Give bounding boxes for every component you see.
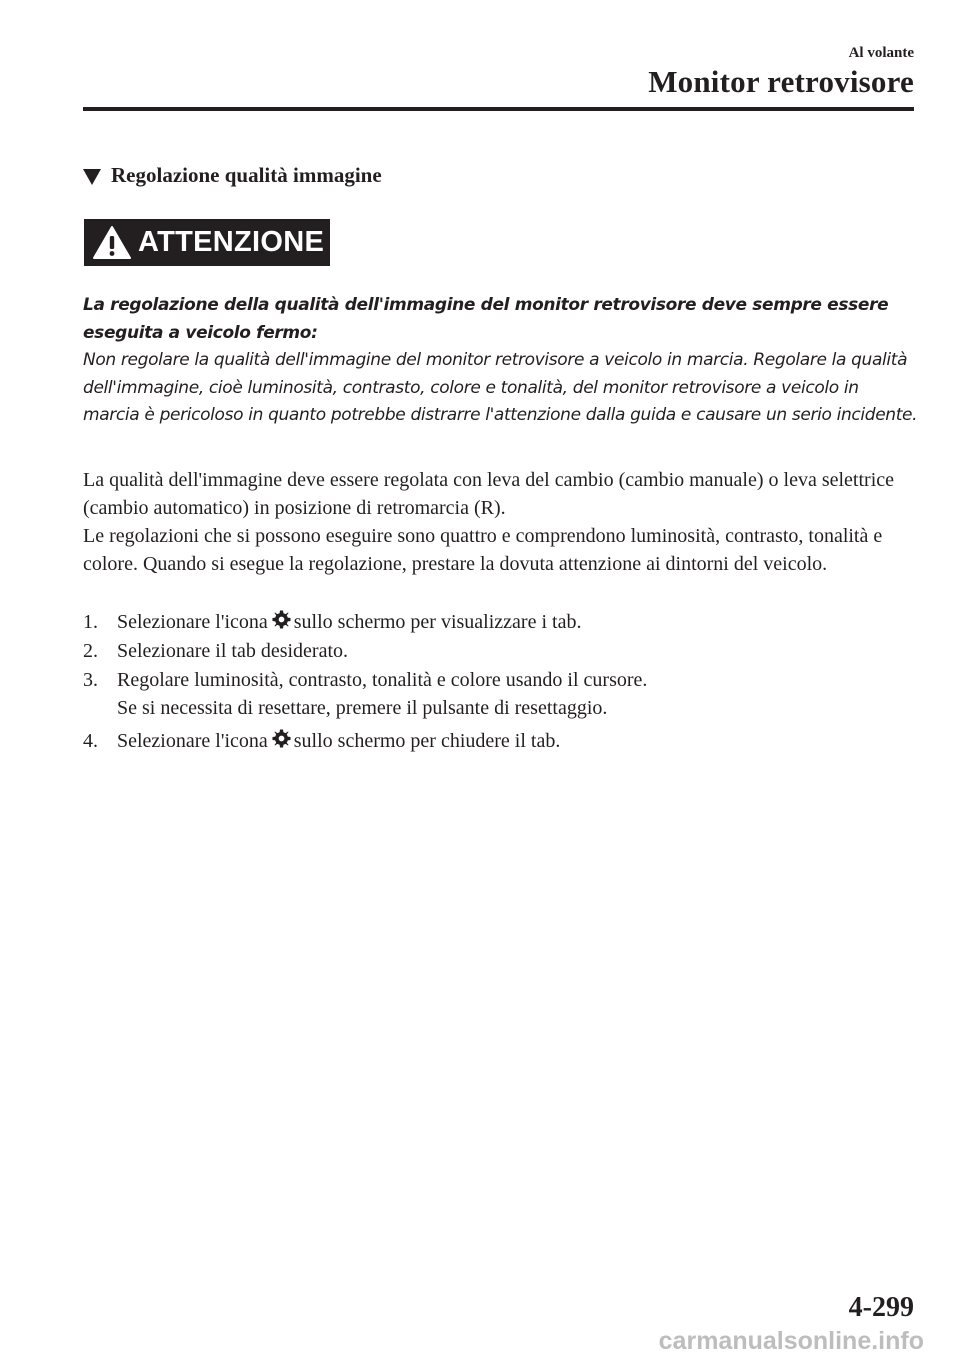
warning-lead: La regolazione della qualità dell'immagine del monitor retrovisore deve sempre essere eseguita a veicolo fermo: (83, 295, 889, 343)
warning-body: Non regolare la qualità dell'immagine del monitor retrovisore a veicolo in marcia. Regolare la qualità dell'immagine, cioè luminosità, contrasto, colore e tonalità, del monitor retrovisore a veicolo in marcia è pericoloso in quanto potrebbe distrarre l'attenzione dalla guida e causare un serio incidente. (83, 350, 918, 425)
gear-icon (272, 610, 291, 629)
body-paragraph-1: La qualità dell'immagine deve essere regolata con leva del cambio (cambio manuale) o leva selettrice (cambio automatico) in posizione di retromarcia (R). (83, 469, 895, 519)
step-item-2 (83, 637, 918, 665)
gear-icon (272, 729, 291, 748)
warning-label: ATTENZIONE (138, 226, 325, 258)
header-divider (83, 107, 914, 111)
step-item-1 (83, 608, 918, 636)
body-paragraph-2: Le regolazioni che si possono eseguire sono quattro e comprendono luminosità, contrasto, tonalità e colore. Quando si esegue la regolazione, prestare la dovuta attenzione ai dintorni del veicolo. (83, 525, 883, 575)
subsection-heading (83, 163, 382, 188)
step-number: 1. (83, 611, 98, 633)
step-text (117, 666, 918, 722)
step-main-text: Regolare luminosità, contrasto, tonalità e colore usando il cursore. (117, 669, 648, 691)
body-text (83, 466, 918, 578)
step-text-after: sullo schermo per chiudere il tab. (293, 730, 561, 752)
watermark: carmanualsonline.info (658, 1327, 924, 1355)
chapter-title: Al volante (848, 45, 914, 61)
warning-badge (84, 219, 330, 266)
step-text (117, 608, 918, 636)
step-text (117, 727, 918, 755)
step-number: 3. (83, 669, 98, 691)
step-number: 4. (83, 730, 98, 752)
step-text-after: sullo schermo per visualizzare i tab. (293, 611, 582, 633)
step-item-3 (83, 666, 918, 722)
step-list (83, 608, 918, 755)
step-text-before: Selezionare l'icona (117, 611, 268, 633)
subsection-heading-text: Regolazione qualità immagine (111, 163, 382, 187)
triangle-bullet-icon (83, 169, 101, 185)
section-title: Monitor retrovisore (648, 64, 914, 99)
header-block (648, 44, 914, 100)
step-item-4 (83, 727, 918, 755)
warning-triangle-icon (92, 225, 132, 261)
warning-text (83, 292, 918, 430)
step-text: Selezionare il tab desiderato. (117, 640, 349, 662)
step-text-before: Selezionare l'icona (117, 730, 268, 752)
page-number: 4-299 (848, 1292, 914, 1323)
step-note: Se si necessita di resettare, premere il pulsante di resettaggio. (117, 697, 608, 719)
step-number: 2. (83, 640, 98, 662)
